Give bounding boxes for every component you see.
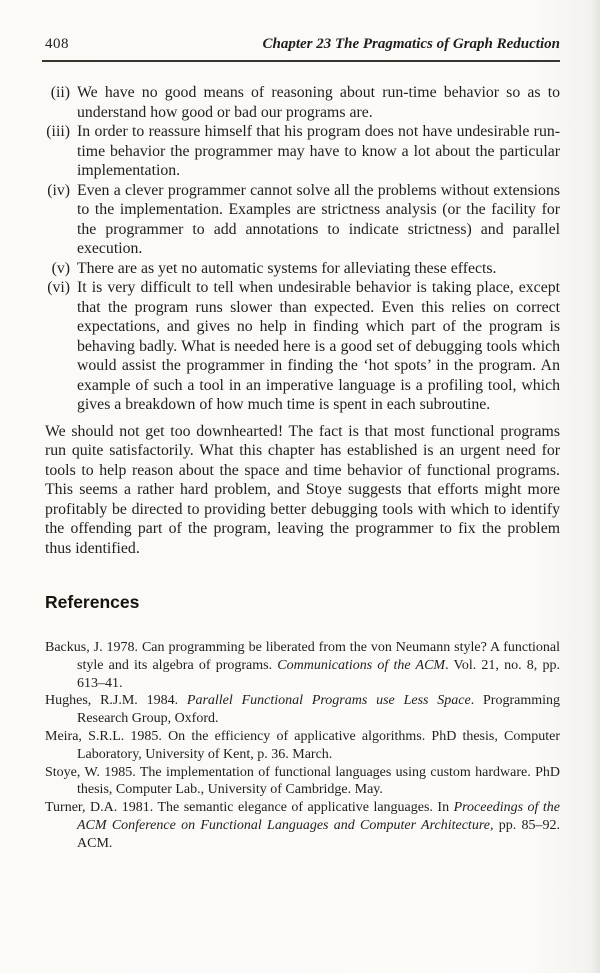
reference-text: Turner, D.A. 1981. The semantic elegance of applicative languages. In xyxy=(45,800,454,816)
reference-text: Hughes, R.J.M. 1984. xyxy=(45,693,187,709)
list-item-marker: (iii) xyxy=(46,123,70,140)
reference-entry xyxy=(45,799,560,852)
page-number: 408 xyxy=(45,36,69,52)
list-item xyxy=(45,278,560,415)
list-item-marker: (iv) xyxy=(47,181,70,199)
reference-entry xyxy=(45,728,560,764)
list-item-marker: (ii) xyxy=(50,84,70,101)
references-heading: References xyxy=(45,592,140,612)
reference-text: Meira, S.R.L. 1985. On the efficiency of applicative algorithms. PhD thesis, Computer Laboratory, University of Kent, p. 36. March. xyxy=(45,728,560,762)
list-item xyxy=(45,83,560,122)
list-item-text: We have no good means of reasoning about run-time behavior so as to understand how good or bad our programs are. xyxy=(77,84,560,121)
reference-text: Stoye, W. 1985. The implementation of functional languages using custom hardware. PhD thesis, Computer Lab., University of Cambridge. May. xyxy=(45,764,560,798)
list-item-text: In order to reassure himself that his program does not have undesirable run-time behavior the programmer may have to know a lot about the particular implementation. xyxy=(77,123,560,179)
reference-text: . Programming Research Group, Oxford. xyxy=(77,693,560,727)
body-paragraph: We should not get too downhearted! The fact is that most functional programs run quite satisfactorily. What this chapter has established is an urgent need for tools to help reason about the space and time behavior of functional programs. This seems a rather hard problem, and Stoye suggests that efforts might more profitably be directed to providing better debugging tools with which to identify the offending part of the program, leaving the programmer to fix the problem thus identified. xyxy=(45,422,560,557)
list-item xyxy=(45,122,560,181)
list-item xyxy=(45,181,560,259)
reference-title-italic: Proceedings of the ACM Conference on Functional Languages and Computer Architecture xyxy=(77,800,561,833)
reference-text: . Vol. 21, no. 8, pp. 613–41. xyxy=(77,657,560,691)
list-item-marker: (v) xyxy=(51,259,70,277)
reference-text: , pp. 85–92. ACM. xyxy=(77,817,560,851)
list-item-text: There are as yet no automatic systems for alleviating these effects. xyxy=(77,259,497,277)
list-item-text: It is very difficult to tell when undesirable behavior is taking place, except that the program runs slower than expected. Even this relies on correct expectations, and gives no help in finding which part of the program is behaving badly. What is needed here is a good set of debugging tools which would assist the programmer in finding the ‘hot spots’ in the program. An example of such a tool in an imperative language is a profiling tool, which gives a breakdown of how much time is spent in each subroutine. xyxy=(77,279,560,413)
reference-text: Backus, J. 1978. Can programming be liberated from the von Neumann style? A functional style and its algebra of programs. xyxy=(45,640,560,673)
reference-entry xyxy=(45,764,560,800)
header-rule xyxy=(42,60,560,62)
page-header xyxy=(45,36,560,53)
list-item-marker: (vi) xyxy=(47,279,70,296)
list-item xyxy=(45,259,560,279)
running-header: Chapter 23 The Pragmatics of Graph Reduction xyxy=(262,36,560,52)
reference-entry xyxy=(45,692,560,728)
reference-title-italic: Parallel Functional Programs use Less Space xyxy=(186,693,471,709)
numbered-list xyxy=(45,83,560,415)
reference-list xyxy=(45,639,560,853)
list-item-text: Even a clever programmer cannot solve all the problems without extensions to the implementation. Examples are strictness analysis (or the facility for the programmer to add annotations to indicate strictness) and parallel execution. xyxy=(77,181,560,257)
reference-entry xyxy=(45,639,560,692)
reference-title-italic: Communications of the ACM xyxy=(277,657,446,673)
